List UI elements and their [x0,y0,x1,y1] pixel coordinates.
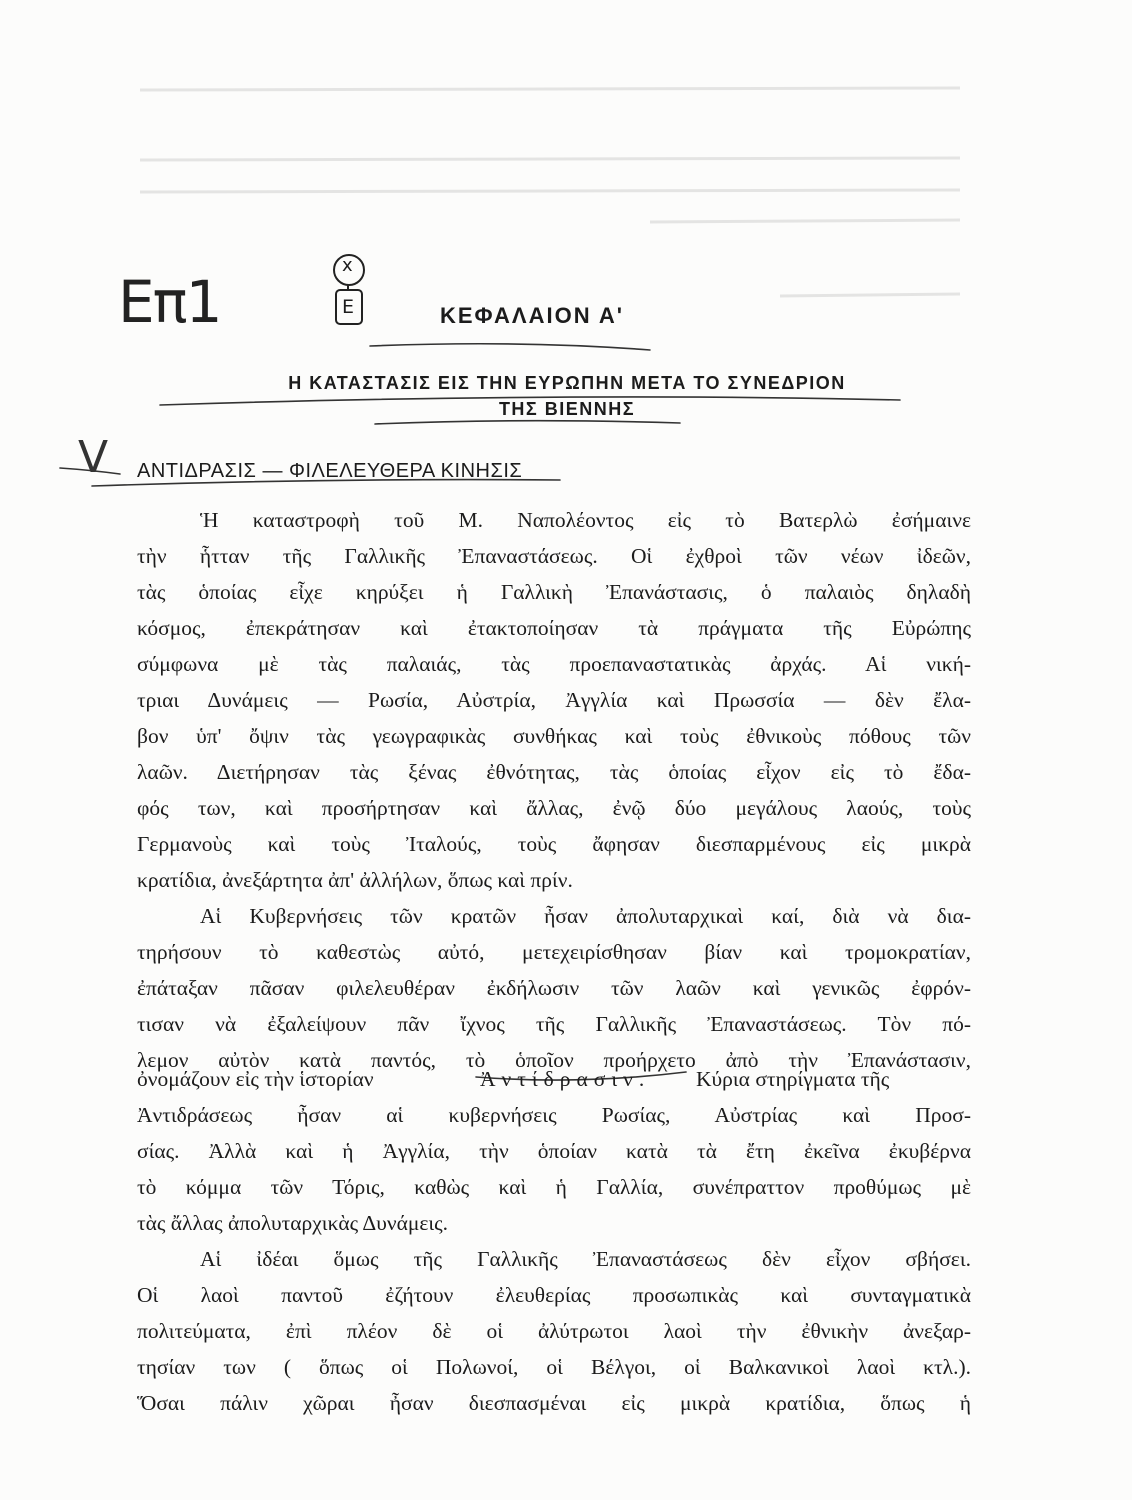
body-line: Οἱ λαοὶ παντοῦ ἐζήτουν ἐλευθερίας προσωπικὰς καὶ συνταγματικὰ [137,1283,971,1307]
body-line-part: ὀνομάζουν εἰς τὴν ἱστορίαν [137,1067,374,1091]
body-line: Αἱ Κυβερνήσεις τῶν κρατῶν ἦσαν ἀπολυταρχικαὶ καί, διὰ νὰ δια- [200,904,971,928]
body-line: Αἱ ἰδέαι ὅμως τῆς Γαλλικῆς Ἐπαναστάσεως δὲν εἶχον σβήσει. [200,1247,971,1271]
body-line: σίας. Ἀλλὰ καὶ ἡ Ἀγγλία, τὴν ὁποίαν κατὰ τὰ ἔτη ἐκεῖνα ἐκυβέρνα [137,1139,971,1163]
body-line: κόσμος, ἐπεκράτησαν καὶ ἐτακτοποίησαν τὰ πράγματα τῆς Εὐρώπης [137,616,971,640]
title-line-1: Η ΚΑΤΑΣΤΑΣΙΣ ΕΙΣ ΤΗΝ ΕΥΡΩΠΗΝ ΜΕΤΑ ΤΟ ΣΥΝΕΔΡΙΟΝ [288,373,846,393]
body-line-part: Κύρια στηρίγματα τῆς [696,1067,890,1091]
handwritten-ep-mark: Επ1 [118,268,221,336]
chapter-heading: ΚΕΦΑΛΑΙΟΝ Α' [440,303,625,328]
stamp-bottom-glyph: E [342,296,355,318]
emphasized-term: Ἀντίδρασιν. [480,1067,651,1091]
body-line: λεμον αὐτὸν κατὰ παντός, τὸ ὁποῖον προήρχετο ἀπὸ τὴν Ἐπανάστασιν, [137,1048,971,1072]
body-line: τισαν νὰ ἐξαλείψουν πᾶν ἴχνος τῆς Γαλλικῆς Ἐπαναστάσεως. Τὸν πό- [137,1012,971,1036]
body-line: Ἀντιδράσεως ἦσαν αἱ κυβερνήσεις Ρωσίας, Αὐστρίας καὶ Προσ- [137,1103,971,1127]
body-line: τηρήσουν τὸ καθεστὼς αὐτό, μετεχειρίσθησαν βίαν καὶ τρομοκρατίαν, [137,940,971,964]
body-line: λαῶν. Διετήρησαν τὰς ξένας ἐθνότητας, τὰς ὁποίας εἶχον εἰς τὸ ἔδα- [137,760,971,784]
body-line: πολιτεύματα, ἐπὶ πλέον δὲ οἱ ἀλύτρωτοι λαοὶ τὴν ἐθνικὴν ἀνεξαρ- [137,1319,971,1343]
section-heading: ΑΝΤΙΔΡΑΣΙΣ — ΦΙΛΕΛΕΥΘΕΡΑ ΚΙΝΗΣΙΣ [137,460,523,482]
body-line: Ὅσαι πάλιν χῶραι ἦσαν διεσπασμέναι εἰς μικρὰ κρατίδια, ὅπως ἡ [137,1391,971,1415]
body-line: τὰς ὁποίας εἶχε κηρύξει ἡ Γαλλικὴ Ἐπανάστασις, ὁ παλαιὸς δηλαδὴ [137,580,971,604]
body-line: τὸ κόμμα τῶν Τόρις, καθὼς καὶ ἡ Γαλλία, συνέπραττον προθύμως μὲ [137,1175,971,1199]
body-line: τὰς ἄλλας ἀπολυταρχικὰς Δυνάμεις. [137,1211,449,1235]
body-line: φός των, καὶ προσήρτησαν καὶ ἄλλας, ἐνῷ δύο μεγάλους λαούς, τοὺς [137,796,971,820]
stamp-mark [328,250,370,330]
title-line-2: ΤΗΣ ΒΙΕΝΝΗΣ [498,399,636,419]
body-line: βον ὑπ' ὄψιν τὰς γεωγραφικὰς συνθήκας καὶ τοὺς ἐθνικοὺς πόθους τῶν [137,724,971,748]
body-line: κρατίδια, ἀνεξάρτητα ἀπ' ἀλλήλων, ὅπως καὶ πρίν. [137,868,573,892]
body-line: τησίαν των ( ὅπως οἱ Πολωνοί, οἱ Βέλγοι, οἱ Βαλκανικοὶ λαοὶ κτλ.). [137,1355,971,1379]
body-line: σύμφωνα μὲ τὰς παλαιάς, τὰς προεπαναστατικὰς ἀρχάς. Αἱ νική- [137,652,971,676]
handwritten-v-mark: V [78,432,109,483]
body-line: ἐπάταξαν πᾶσαν φιλελευθέραν ἐκδήλωσιν τῶν λαῶν καὶ γενικῶς ἐφρόν- [137,976,971,1000]
body-line: τριαι Δυνάμεις — Ρωσία, Αὐστρία, Ἀγγλία καὶ Πρωσσία — δὲν ἔλα- [137,688,971,712]
body-line: Γερμανοὺς καὶ τοὺς Ἰταλούς, τοὺς ἄφησαν διεσπαρμένους εἰς μικρὰ [137,832,971,856]
body-line: Ἡ καταστροφὴ τοῦ Μ. Ναπολέοντος εἰς τὸ Βατερλὼ ἐσήμαινε [200,508,971,532]
body-line: τὴν ἧτταν τῆς Γαλλικῆς Ἐπαναστάσεως. Οἱ ἐχθροὶ τῶν νέων ἰδεῶν, [137,544,971,568]
stamp-top-glyph: x [342,255,353,276]
